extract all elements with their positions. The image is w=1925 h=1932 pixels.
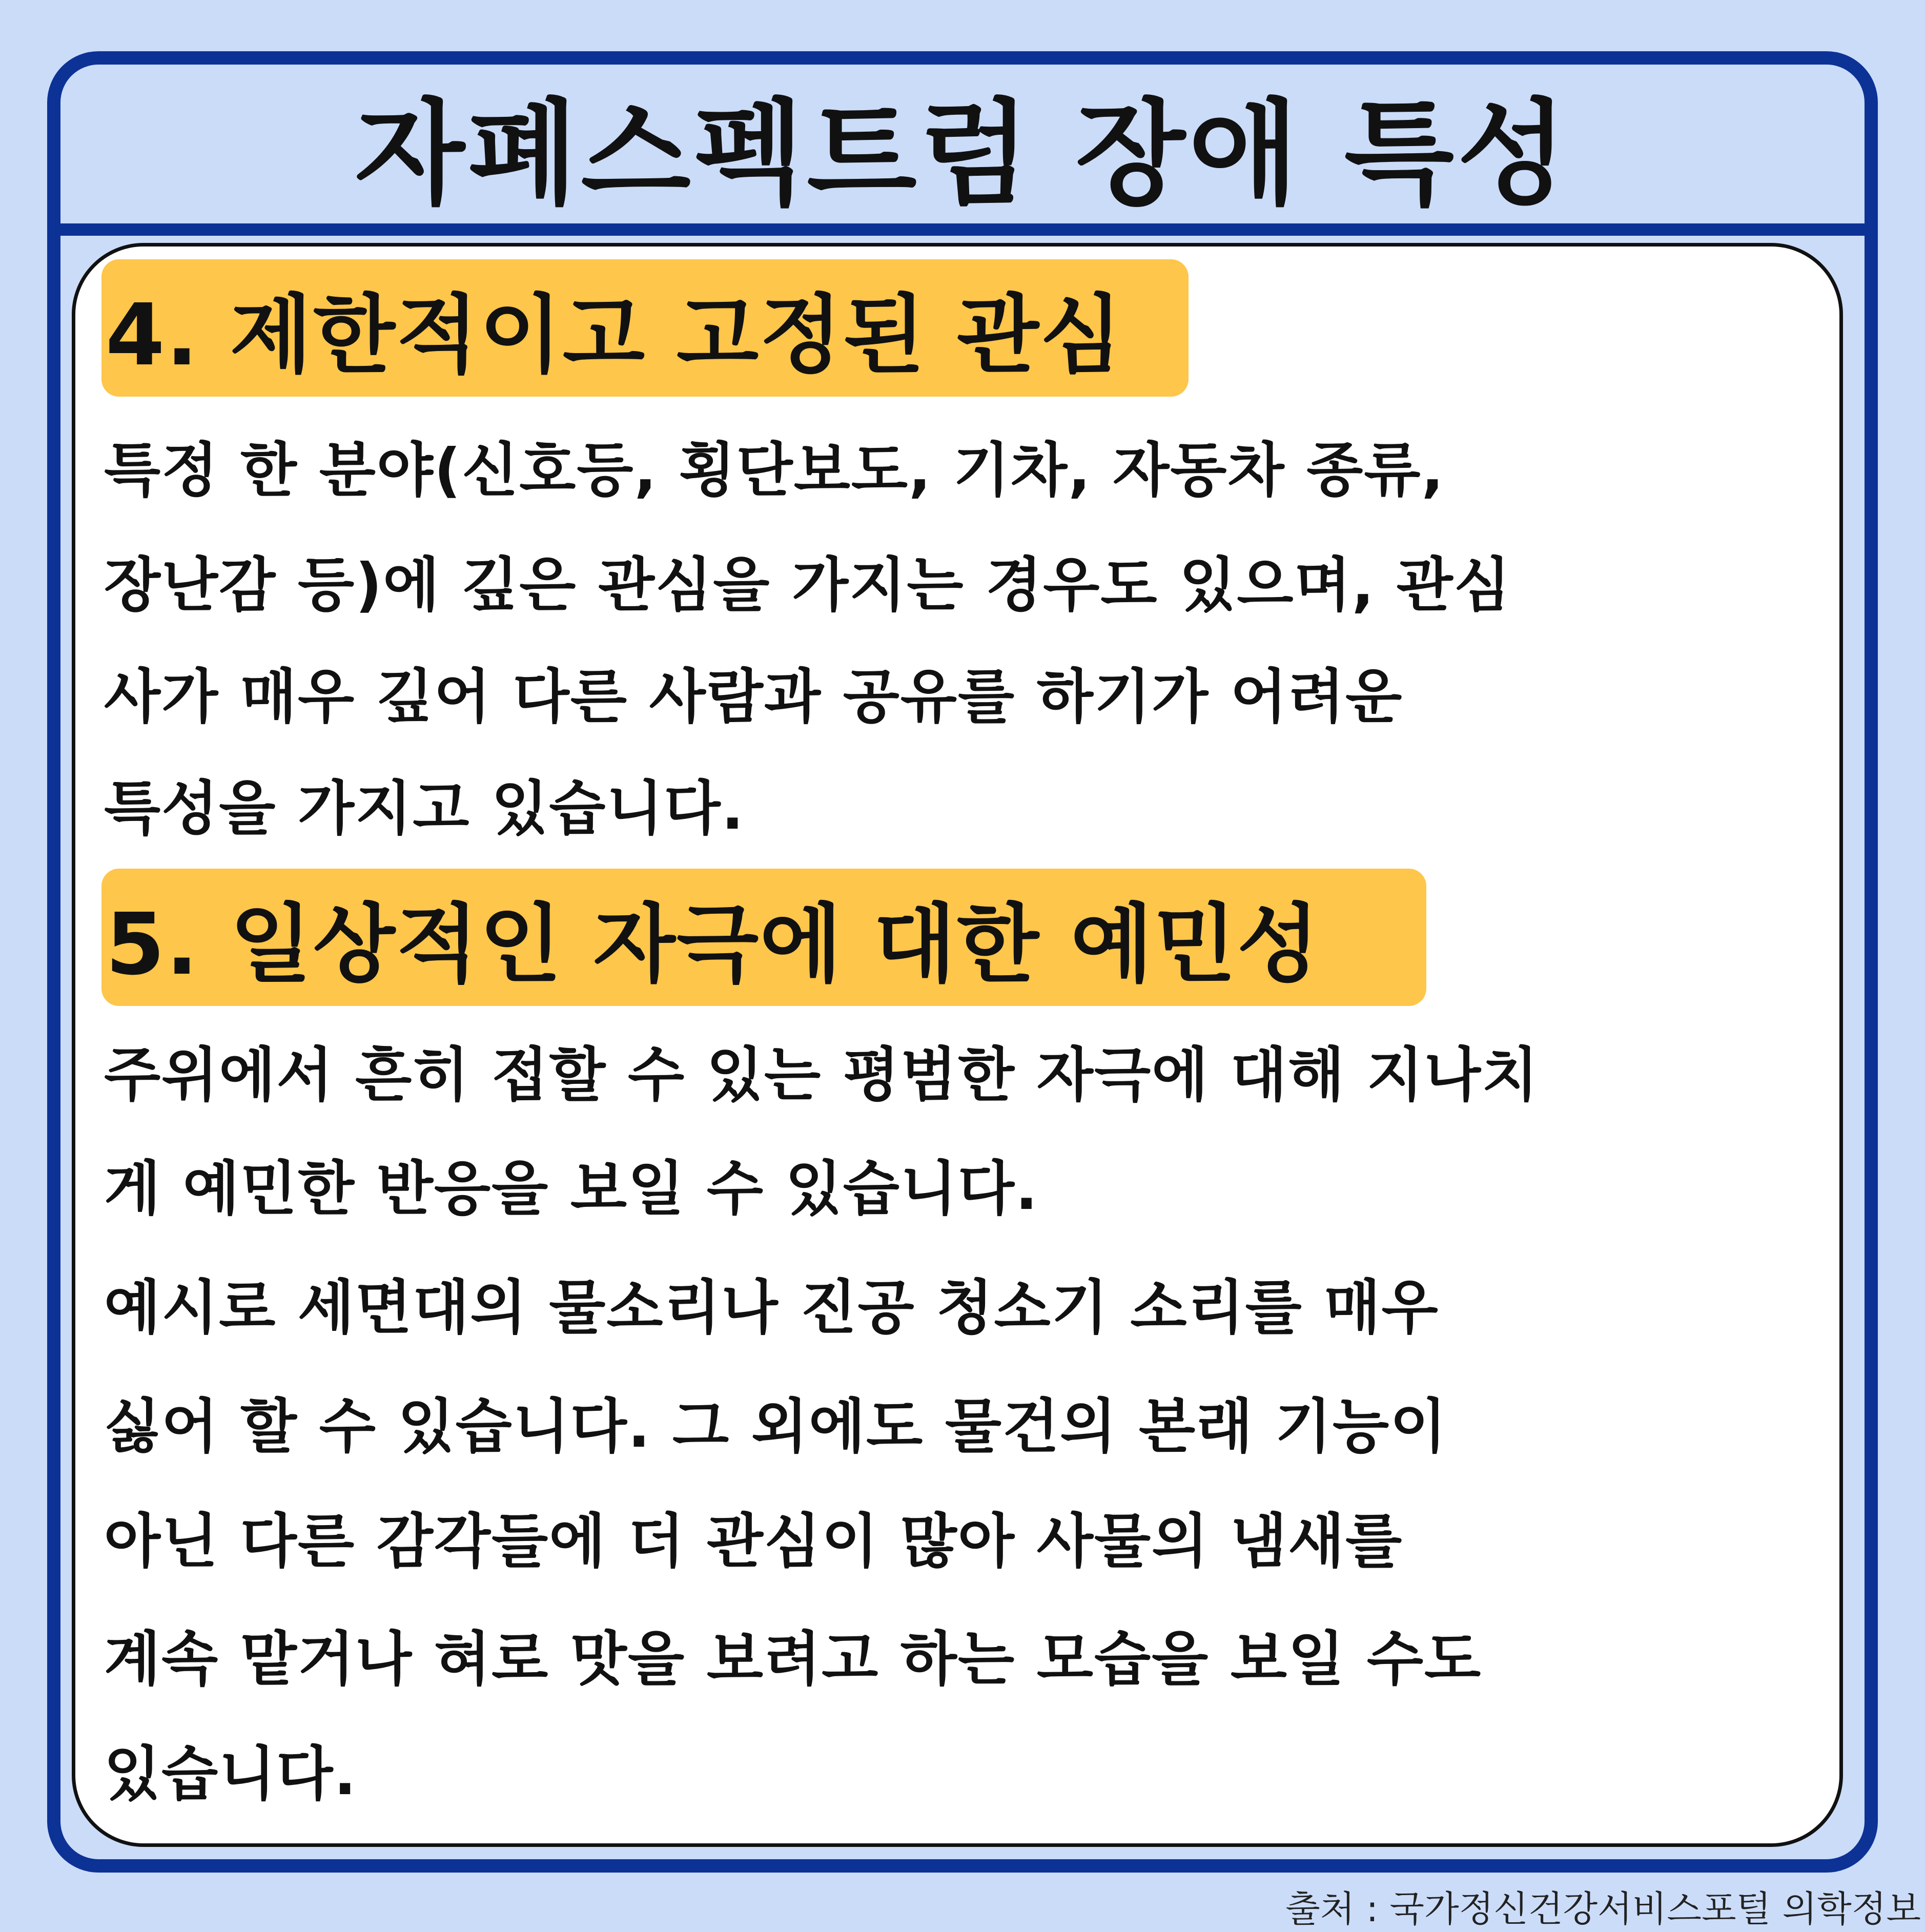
- section-4-line-1: 특정 한 분야(신호등, 횡단보도, 기차, 자동차 종류,: [104, 436, 1445, 504]
- section-5-line-2: 게 예민한 반응을 보일 수 있습니다.: [104, 1155, 1039, 1223]
- section-5-line-6: 계속 맡거나 혀로 맛을 보려고 하는 모습을 보일 수도: [104, 1625, 1482, 1693]
- section-heading-4-text: 4. 제한적이고 고정된 관심: [106, 286, 1123, 385]
- section-heading-4: [101, 259, 1189, 397]
- section-5-line-5: 아닌 다른 감각들에 더 관심이 많아 사물의 냄새를: [104, 1507, 1403, 1575]
- section-heading-5-text: 5. 일상적인 자극에 대한 예민성: [106, 895, 1321, 994]
- section-5-line-7: 있습니다.: [104, 1740, 357, 1808]
- section-4-line-4: 특성을 가지고 있습니다.: [104, 774, 745, 842]
- section-4-line-2: 장난감 등)에 깊은 관심을 가지는 경우도 있으며, 관심: [104, 551, 1511, 619]
- section-5-line-3: 예시로 세면대의 물소리나 진공 청소기 소리를 매우: [104, 1273, 1439, 1342]
- content-card: [72, 243, 1843, 1847]
- section-5-line-4: 싫어 할 수 있습니다. 그 외에도 물건의 본래 기능이: [104, 1392, 1448, 1461]
- source-caption: 출처 : 국가정신건강서비스포털 의학정보: [1285, 1888, 1921, 1930]
- page-title: 자폐스펙트럼 장애 특성: [355, 88, 1570, 220]
- section-heading-5: [101, 869, 1426, 1006]
- section-5-line-1: 주위에서 흔히 접할 수 있는 평범한 자극에 대해 지나치: [104, 1041, 1540, 1109]
- section-4-line-3: 사가 매우 깊어 다른 사람과 공유를 하기가 어려운: [104, 663, 1403, 731]
- title-bar: [60, 65, 1865, 236]
